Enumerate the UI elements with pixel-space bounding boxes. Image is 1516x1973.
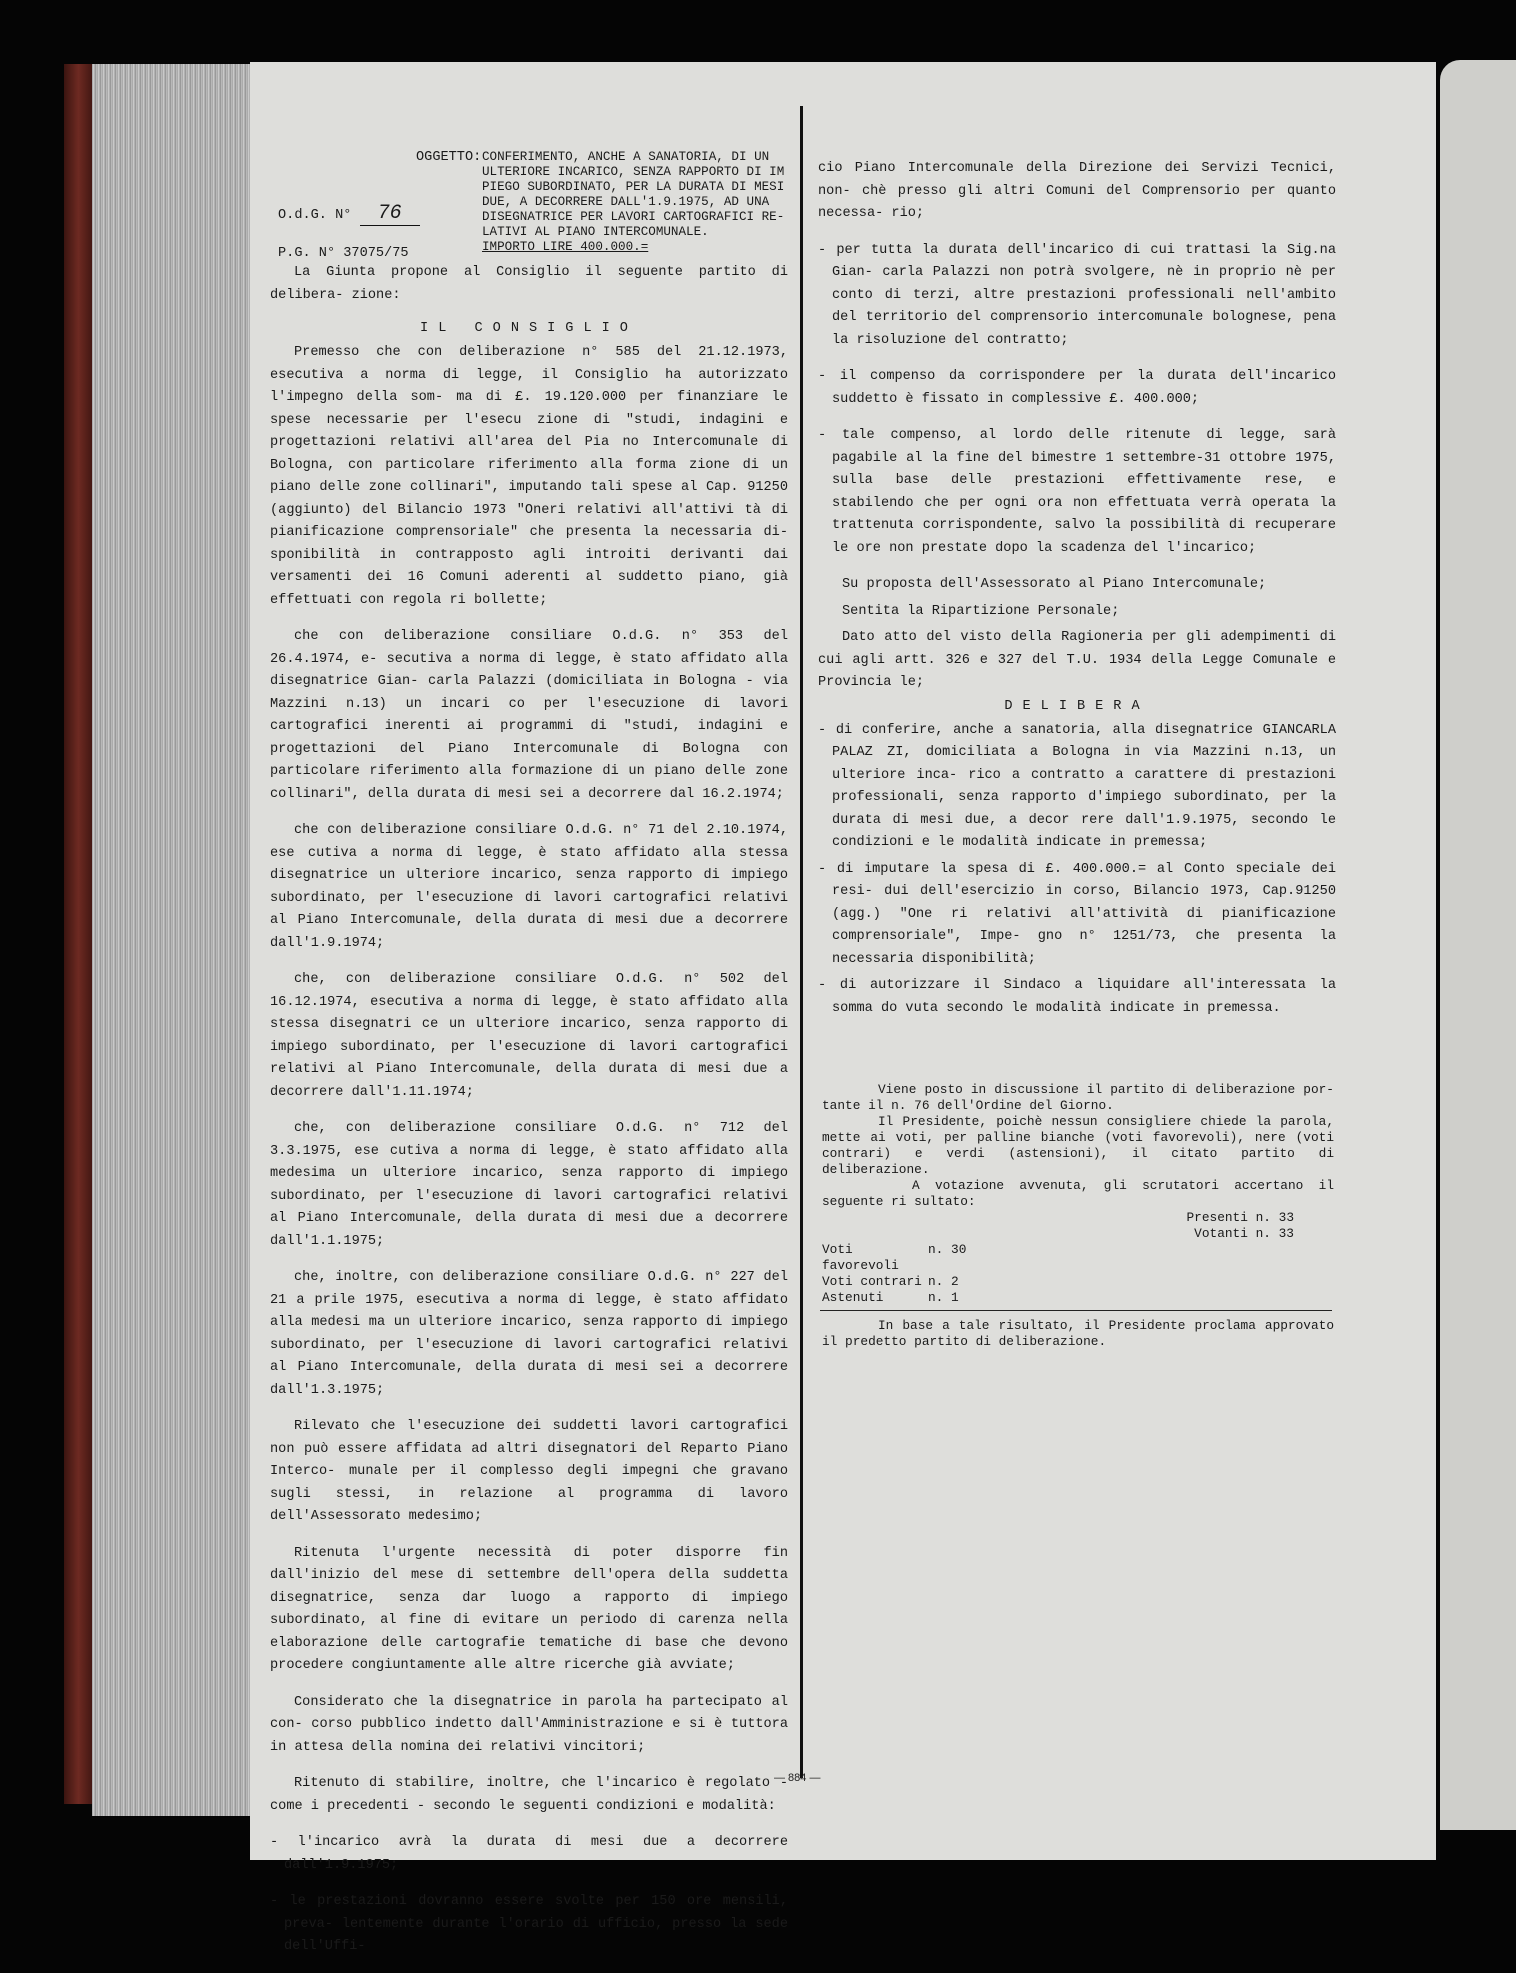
vote-paragraph: Viene posto in discussione il partito di deliberazione por- tante il n. 76 dell'Ordine del Giorno.: [822, 1082, 1334, 1113]
body-paragraph: che con deliberazione consiliare O.d.G. n° 71 del 2.10.1974, ese cutiva a norma di legge, è stato affidato alla stessa disegnatrice un ulteriore incarico, senza rapporto di impiego subordinato, per l'esecuzione di lavori cartografici relativi al Piano Intercomunale, della durata di mesi due a decorrere dall'1.9.1974;: [270, 823, 788, 951]
condition-item: - il compenso da corrispondere per la durata dell'incarico suddetto è fissato in complessive £. 400.000;: [818, 369, 1336, 407]
favorevoli-count: n. 30: [928, 1242, 967, 1257]
oggetto-label: OGGETTO:: [416, 150, 482, 165]
sentita-line: Sentita la Ripartizione Personale;: [842, 603, 1120, 619]
oggetto-line: DISEGNATRICE PER LAVORI CARTOGRAFICI RE-: [482, 210, 785, 224]
condition-item: - l'incarico avrà la durata di mesi due a decorrere dall'1.9.1975;: [270, 1835, 788, 1873]
delibera-heading: DELIBERA: [1004, 698, 1150, 714]
oggetto-line: LATIVI AL PIANO INTERCOMUNALE.: [482, 225, 709, 239]
oggetto-text: [482, 150, 788, 255]
odg-number-field: [278, 202, 420, 226]
document-header: [270, 150, 788, 262]
left-column: [270, 150, 788, 1973]
oggetto-line: PIEGO SUBORDINATO, PER LA DURATA DI MESI: [482, 180, 785, 194]
consiglio-heading: IL CONSIGLIO: [420, 321, 638, 336]
vote-paragraph: Il Presidente, poichè nessun consigliere chiede la parola, mette ai voti, per palline bianche (voti favorevoli), nere (voti contrari) e verdi (astensioni), il citato partito di deliberazione.: [822, 1114, 1334, 1177]
column-divider: [800, 106, 803, 1778]
continuation-paragraph: cio Piano Intercomunale della Direzione dei Servizi Tecnici, non- chè presso gli altri Comuni del Comprensorio per quanto necessa- rio;: [818, 161, 1336, 221]
votanti-line: Votanti n. 33: [1194, 1226, 1294, 1241]
body-paragraph: che, con deliberazione consiliare O.d.G. n° 712 del 3.3.1975, ese cutiva a norma di legge, è stato affidato alla medesima un ulteriore incarico, senza rapporto di impiego subordinato, per l'esecuzione di lavori cartografici relativi al Piano Intercomunale, della durata di mesi due a decorrere dall'1.1.1975;: [270, 1121, 788, 1249]
dato-atto-paragraph: Dato atto del visto della Ragioneria per gli adempimenti di cui agli artt. 326 e 327 del T.U. 1934 della Legge Comunale e Provincia le;: [818, 630, 1336, 690]
astenuti-row: [822, 1290, 1334, 1306]
contrari-label: Voti contrari: [822, 1274, 922, 1289]
condition-item: - le prestazioni dovranno essere svolte per 150 ore mensili, preva- lentemente durante l'orario di ufficio, presso la sede dell'Uffi-: [270, 1894, 788, 1954]
proposta-line: Su proposta dell'Assessorato al Piano Intercomunale;: [842, 577, 1267, 592]
presenti-line: Presenti n. 33: [1186, 1210, 1294, 1225]
oggetto-amount: IMPORTO LIRE 400.000.=: [482, 240, 649, 254]
body-paragraph: Ritenuta l'urgente necessità di poter disporre fin dall'inizio del mese di settembre dell'opera della suddetta disegnatrice, senza dar luogo a rapporto di impiego subordinato, al fine di evitare un periodo di carenza nella elaborazione delle cartografie tematiche di base che devono procedere congiuntamente alle altre ricerche già avviate;: [270, 1545, 788, 1673]
body-paragraph: Rilevato che l'esecuzione dei suddetti lavori cartografici non può essere affidata ad altri disegnatori del Reparto Piano Interco- munale per il complesso degli impegni che gravano sugli stessi, in relazione al programma di lavoro dell'Assessorato medesimo;: [270, 1419, 788, 1524]
body-paragraph: che con deliberazione consiliare O.d.G. n° 353 del 26.4.1974, e- secutiva a norma di legge, è stato affidato alla disegnatrice Gian- carla Palazzi (domiciliata in Bologna - via Mazzini n.13) un incari co per l'esecuzione di lavori cartografici inerenti ai programmi di "studi, indagini e progettazioni del Piano Intercomunale di Bologna con particolare riferimento alla formazione di un piano delle zone collinari", della durata di mesi sei a decorrere dal 16.2.1974;: [270, 629, 788, 802]
favorevoli-row: [822, 1242, 1334, 1274]
vote-paragraph: A votazione avvenuta, gli scrutatori accertano il seguente ri sultato:: [822, 1178, 1334, 1209]
odg-label: O.d.G. N°: [278, 208, 352, 223]
intro-paragraph: La Giunta propone al Consiglio il seguente partito di delibera- zione:: [270, 265, 788, 303]
condition-item: - per tutta la durata dell'incarico di cui trattasi la Sig.na Gian- carla Palazzi non potrà svolgere, nè in proprio nè per conto di terzi, altre prestazioni professionali nell'ambito del territorio del comprensorio intercomunale bolognese, pena la risoluzione del contratto;: [818, 242, 1336, 348]
oggetto-line: CONFERIMENTO, ANCHE A SANATORIA, DI UN: [482, 150, 770, 164]
condition-item: - tale compenso, al lordo delle ritenute di legge, sarà pagabile al la fine del bimestre 1 settembre-31 ottobre 1975, sulla base delle prestazioni effettivamente rese, e stabilendo che per ogni ora non effettuata verrà operata la trattenuta corrispondente, salvo la possibilità di recuperare le ore non prestate dopo la scadenza del l'incarico;: [818, 428, 1336, 556]
delibera-item: - di imputare la spesa di £. 400.000.= al Conto speciale dei resi- dui dell'esercizio in corso, Bilancio 1973, Cap.91250 (agg.) "One ri relativi all'attività di pianificazione comprensoriale", Impe- gno n° 1251/73, che presenta la necessaria disponibilità;: [818, 861, 1336, 967]
page-number: — 884 —: [774, 1772, 821, 1784]
oggetto-line: DUE, A DECORRERE DALL'1.9.1975, AD UNA: [482, 195, 770, 209]
body-paragraph: che, con deliberazione consiliare O.d.G. n° 502 del 16.12.1974, esecutiva a norma di legge, è stato affidato alla stessa disegnatri ce un ulteriore incarico, senza rapporto di impiego subordinato, per l'esecuzione di lavori cartografici relativi al Piano Intercomunale, della durata di mesi due a decorrere dall'1.11.1974;: [270, 972, 788, 1100]
closing-rule: [820, 1310, 1332, 1311]
right-column: [818, 158, 1336, 1034]
body-paragraph: che, inoltre, con deliberazione consiliare O.d.G. n° 227 del 21 a prile 1975, esecutiva a norma di legge, è stato affidato alla medesi ma un ulteriore incarico, senza rapporto di impiego subordinato, per l'esecuzione di lavori cartografici relativi al Piano Intercomunale, della durata di mesi sei a decorrere dall'1.3.1975;: [270, 1270, 788, 1398]
body-paragraph: Considerato che la disegnatrice in parola ha partecipato al con- corso pubblico indetto dall'Amministrazione e si è tuttora in attesa della nomina dei relativi vincitori;: [270, 1694, 788, 1755]
oggetto-line: ULTERIORE INCARICO, SENZA RAPPORTO DI IM: [482, 165, 785, 179]
body-paragraph: Premesso che con deliberazione n° 585 del 21.12.1973, esecutiva a norma di legge, il Consiglio ha autorizzato l'impegno della som- ma di £. 19.120.000 per finanziare le spese necessarie per l'esecu zione di "studi, indagini e progettazioni relativi all'area del Pia no Intercomunale di Bologna, con particolare riferimento alla forma zione di un piano delle zone collinari", imputando tali spese al Cap. 91250 (aggiunto) del Bilancio 1973 "Oneri relativi all'attivi tà di pianificazione comprensoriale" che presenta la necessaria di- sponibilità in contrapposto agli introiti derivanti dai versamenti dei 16 Comuni aderenti al suddetto piano, già effettuati con regola ri bollette;: [270, 345, 788, 608]
contrari-count: n. 2: [928, 1274, 959, 1289]
page-edges: [92, 64, 252, 1816]
delibera-item: - di autorizzare il Sindaco a liquidare all'interessata la somma do vuta secondo le modalità indicate in premessa.: [818, 978, 1336, 1016]
astenuti-label: Astenuti: [822, 1290, 884, 1305]
odg-number: 76: [360, 202, 420, 226]
facing-page-edge: [1440, 60, 1516, 1830]
vote-result-paragraph: In base a tale risultato, il Presidente proclama approvato il predetto partito di deliberazione.: [822, 1318, 1334, 1349]
favorevoli-label: Voti favorevoli: [822, 1242, 899, 1273]
astenuti-count: n. 1: [928, 1290, 959, 1305]
contrari-row: [822, 1274, 1334, 1290]
pg-number: P.G. N° 37075/75: [278, 246, 409, 261]
delibera-item: - di conferire, anche a sanatoria, alla disegnatrice GIANCARLA PALAZ ZI, domiciliata a Bologna in via Mazzini n.13, un ulteriore inca- rico a contratto a carattere di prestazioni professionali, senza rapporto d'impiego subordinato, per la durata di mesi due, a decor rere dall'1.9.1975, secondo le condizioni e le modalità indicate in premessa;: [818, 722, 1336, 850]
body-paragraph: Ritenuto di stabilire, inoltre, che l'incarico è regolato - come i precedenti - secondo le seguenti condizioni e modalità:: [270, 1776, 788, 1814]
